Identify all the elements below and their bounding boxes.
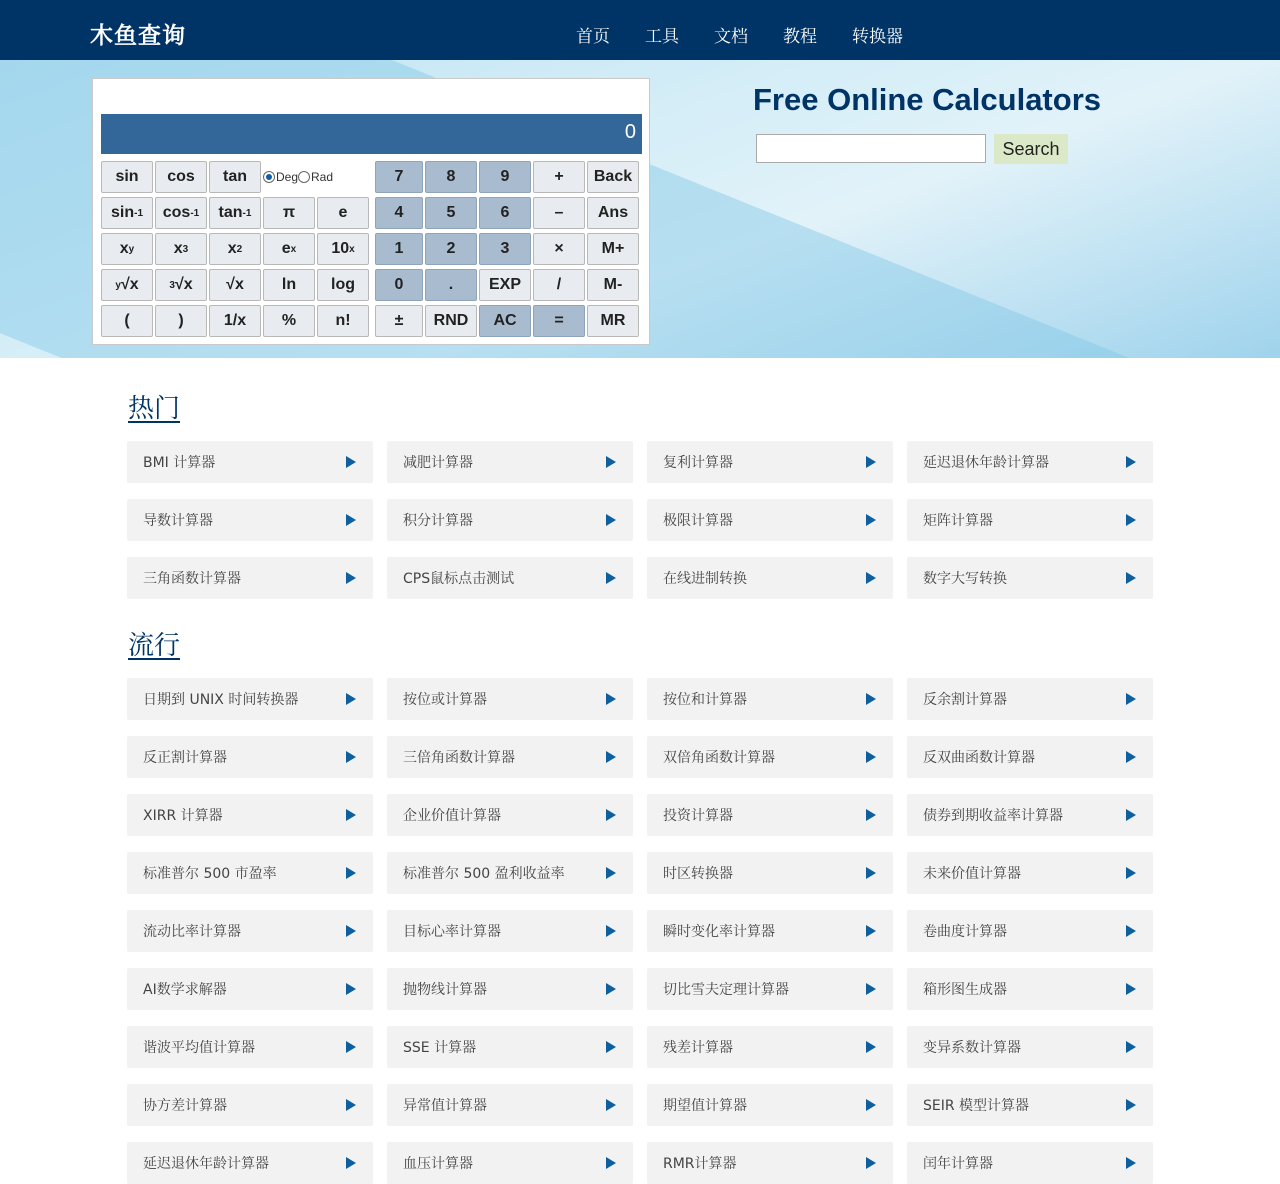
calculator-link-label: 延迟退休年龄计算器 xyxy=(923,455,1049,471)
calc-key[interactable]: / xyxy=(533,269,585,301)
calculator-link-item[interactable] xyxy=(387,557,633,599)
calculator-link-item[interactable] xyxy=(647,1026,893,1068)
calc-key[interactable]: tan -1 xyxy=(209,197,261,229)
play-arrow-icon xyxy=(346,983,356,995)
calc-key[interactable]: tan xyxy=(209,161,261,193)
calc-key[interactable]: sin -1 xyxy=(101,197,153,229)
calc-key[interactable]: M+ xyxy=(587,233,639,265)
calculator-link-item[interactable] xyxy=(907,794,1153,836)
calc-key[interactable]: n! xyxy=(317,305,369,337)
play-arrow-icon xyxy=(866,809,876,821)
calculator-link-label: 标准普尔 500 市盈率 xyxy=(143,866,277,882)
calculator-link-item[interactable] xyxy=(387,910,633,952)
calculator-link-item[interactable] xyxy=(907,441,1153,483)
calculator-link-label: 时区转换器 xyxy=(663,866,733,882)
nav-tools[interactable]: 工具 xyxy=(645,27,679,47)
play-arrow-icon xyxy=(1126,1157,1136,1169)
calculator-link-label: 残差计算器 xyxy=(663,1040,733,1056)
play-arrow-icon xyxy=(346,1041,356,1053)
calculator-link-item[interactable] xyxy=(907,678,1153,720)
calculator-link-label: 流动比率计算器 xyxy=(143,924,241,940)
calc-key[interactable]: e x xyxy=(263,233,315,265)
calculator-link-item[interactable] xyxy=(387,852,633,894)
site-logo[interactable]: 木鱼查询 xyxy=(90,23,186,49)
calculator-link-label: 债券到期收益率计算器 xyxy=(923,808,1063,824)
calc-key[interactable]: 4 xyxy=(375,197,423,229)
calc-key[interactable]: Ans xyxy=(587,197,639,229)
play-arrow-icon xyxy=(1126,1099,1136,1111)
calculator-link-item[interactable] xyxy=(387,1026,633,1068)
calculator-link-label: 血压计算器 xyxy=(403,1156,473,1172)
calculator-link-label: 投资计算器 xyxy=(663,808,733,824)
calculator-link-item[interactable] xyxy=(127,794,373,836)
calculator-link-item[interactable] xyxy=(127,678,373,720)
calculator-link-item[interactable] xyxy=(907,736,1153,778)
calculator-link-item[interactable] xyxy=(387,441,633,483)
play-arrow-icon xyxy=(866,514,876,526)
play-arrow-icon xyxy=(866,1041,876,1053)
calc-key[interactable]: x y xyxy=(101,233,153,265)
calculator-link-label: 反正割计算器 xyxy=(143,750,227,766)
nav-docs[interactable]: 文档 xyxy=(714,27,748,47)
calculator-link-item[interactable] xyxy=(647,441,893,483)
calculator-link-item[interactable] xyxy=(127,1084,373,1126)
calculator-link-item[interactable] xyxy=(647,794,893,836)
calculator-link-label: 积分计算器 xyxy=(403,513,473,529)
play-arrow-icon xyxy=(866,1157,876,1169)
calculator-link-label: 反双曲函数计算器 xyxy=(923,750,1035,766)
calculator-link-label: 企业价值计算器 xyxy=(403,808,501,824)
calculator-link-label: 极限计算器 xyxy=(663,513,733,529)
calc-key[interactable]: x 3 xyxy=(155,233,207,265)
calc-key[interactable]: ln xyxy=(263,269,315,301)
play-arrow-icon xyxy=(1126,572,1136,584)
play-arrow-icon xyxy=(866,693,876,705)
calc-key[interactable]: Back xyxy=(587,161,639,193)
section-title-popular[interactable]: 流行 xyxy=(128,631,181,661)
calculator-link-item[interactable] xyxy=(387,794,633,836)
play-arrow-icon xyxy=(1126,514,1136,526)
calculator-link-item[interactable] xyxy=(647,557,893,599)
calculator-link-label: 箱形图生成器 xyxy=(923,982,1007,998)
calc-key[interactable]: sin xyxy=(101,161,153,193)
scientific-calculator xyxy=(92,78,650,345)
rad-radio[interactable] xyxy=(298,171,310,183)
calc-key[interactable]: 0 xyxy=(375,269,423,301)
calculator-link-label: 减肥计算器 xyxy=(403,455,473,471)
calc-key[interactable]: AC xyxy=(479,305,531,337)
calc-key[interactable]: – xyxy=(533,197,585,229)
play-arrow-icon xyxy=(606,1041,616,1053)
hero-title: Free Online Calculators xyxy=(753,82,1101,117)
play-arrow-icon xyxy=(606,809,616,821)
play-arrow-icon xyxy=(606,1099,616,1111)
play-arrow-icon xyxy=(606,751,616,763)
play-arrow-icon xyxy=(346,751,356,763)
calculator-link-label: 数字大写转换 xyxy=(923,571,1007,587)
play-arrow-icon xyxy=(346,572,356,584)
calculator-link-item[interactable] xyxy=(907,1142,1153,1184)
play-arrow-icon xyxy=(606,1157,616,1169)
play-arrow-icon xyxy=(866,572,876,584)
play-arrow-icon xyxy=(606,867,616,879)
calculator-link-item[interactable] xyxy=(127,441,373,483)
calculator-link-item[interactable] xyxy=(127,499,373,541)
search-input[interactable] xyxy=(756,134,986,163)
calculator-link-label: 日期到 UNIX 时间转换器 xyxy=(143,692,299,708)
calc-key[interactable]: + xyxy=(533,161,585,193)
calc-key[interactable]: 8 xyxy=(425,161,477,193)
calc-key[interactable]: 1 xyxy=(375,233,423,265)
play-arrow-icon xyxy=(346,514,356,526)
calculator-link-item[interactable] xyxy=(647,736,893,778)
calc-key[interactable]: 10 x xyxy=(317,233,369,265)
calculator-link-item[interactable] xyxy=(127,557,373,599)
calculator-link-item[interactable] xyxy=(647,968,893,1010)
calculator-link-label: 三角函数计算器 xyxy=(143,571,241,587)
calculator-link-label: 切比雪夫定理计算器 xyxy=(663,982,789,998)
calculator-link-item[interactable] xyxy=(387,499,633,541)
calc-key[interactable]: ( xyxy=(101,305,153,337)
hot-calculators-grid xyxy=(127,441,1153,599)
calculator-link-item[interactable] xyxy=(647,1142,893,1184)
calc-key[interactable]: √x xyxy=(209,269,261,301)
calc-key[interactable]: e xyxy=(317,197,369,229)
section-title-hot[interactable]: 热门 xyxy=(128,394,181,424)
calculator-link-label: 抛物线计算器 xyxy=(403,982,487,998)
calculator-display: 0 xyxy=(101,114,642,154)
nav-converters[interactable]: 转换器 xyxy=(852,27,903,47)
calculator-link-label: 卷曲度计算器 xyxy=(923,924,1007,940)
play-arrow-icon xyxy=(606,693,616,705)
calculator-link-item[interactable] xyxy=(907,852,1153,894)
play-arrow-icon xyxy=(346,925,356,937)
calculator-link-item[interactable] xyxy=(647,852,893,894)
calculator-link-item[interactable] xyxy=(907,499,1153,541)
play-arrow-icon xyxy=(1126,751,1136,763)
calculator-link-item[interactable] xyxy=(127,910,373,952)
calc-key[interactable]: 6 xyxy=(479,197,531,229)
calc-key[interactable]: % xyxy=(263,305,315,337)
calc-key[interactable]: 2 xyxy=(425,233,477,265)
calculator-link-item[interactable] xyxy=(647,678,893,720)
calc-key[interactable]: 3 √x xyxy=(155,269,207,301)
calculator-link-label: 延迟退休年龄计算器 xyxy=(143,1156,269,1172)
play-arrow-icon xyxy=(346,1099,356,1111)
calculator-link-label: 瞬时变化率计算器 xyxy=(663,924,775,940)
play-arrow-icon xyxy=(866,456,876,468)
play-arrow-icon xyxy=(1126,456,1136,468)
play-arrow-icon xyxy=(346,456,356,468)
calculator-link-item[interactable] xyxy=(127,736,373,778)
play-arrow-icon xyxy=(346,693,356,705)
calculator-link-label: 未来价值计算器 xyxy=(923,866,1021,882)
calculator-link-item[interactable] xyxy=(907,910,1153,952)
play-arrow-icon xyxy=(866,925,876,937)
calculator-link-label: 按位和计算器 xyxy=(663,692,747,708)
calculator-link-item[interactable] xyxy=(127,1142,373,1184)
calculator-link-label: 闰年计算器 xyxy=(923,1156,993,1172)
main-nav xyxy=(576,22,903,47)
calculator-link-label: 协方差计算器 xyxy=(143,1098,227,1114)
deg-label: Deg xyxy=(276,170,299,184)
play-arrow-icon xyxy=(606,925,616,937)
play-arrow-icon xyxy=(606,514,616,526)
calculator-link-label: SEIR 模型计算器 xyxy=(923,1098,1030,1114)
calculator-link-label: 在线进制转换 xyxy=(663,571,747,587)
calc-key[interactable]: . xyxy=(425,269,477,301)
calculator-link-item[interactable] xyxy=(647,499,893,541)
calculator-link-label: 按位或计算器 xyxy=(403,692,487,708)
rad-label: Rad xyxy=(311,170,334,184)
play-arrow-icon xyxy=(606,572,616,584)
play-arrow-icon xyxy=(346,867,356,879)
calculator-keypad xyxy=(101,161,639,337)
calc-key[interactable]: RND xyxy=(425,305,477,337)
calculator-link-label: 导数计算器 xyxy=(143,513,213,529)
calc-key[interactable]: 3 xyxy=(479,233,531,265)
calculator-link-item[interactable] xyxy=(907,968,1153,1010)
calculator-link-label: SSE 计算器 xyxy=(403,1040,477,1056)
play-arrow-icon xyxy=(1126,867,1136,879)
calculator-link-label: RMR计算器 xyxy=(663,1156,737,1172)
calc-key[interactable]: 1/x xyxy=(209,305,261,337)
play-arrow-icon xyxy=(1126,925,1136,937)
play-arrow-icon xyxy=(866,983,876,995)
calc-key[interactable]: log xyxy=(317,269,369,301)
calculator-link-label: XIRR 计算器 xyxy=(143,808,223,824)
play-arrow-icon xyxy=(866,751,876,763)
calculator-link-label: 矩阵计算器 xyxy=(923,513,993,529)
calc-key[interactable]: = xyxy=(533,305,585,337)
calc-key[interactable]: ) xyxy=(155,305,207,337)
play-arrow-icon xyxy=(866,867,876,879)
calc-key[interactable]: M- xyxy=(587,269,639,301)
play-arrow-icon xyxy=(606,456,616,468)
top-navbar xyxy=(0,0,1280,60)
calculator-link-item[interactable] xyxy=(647,1084,893,1126)
calc-key[interactable]: EXP xyxy=(479,269,531,301)
calculator-link-label: 反余割计算器 xyxy=(923,692,1007,708)
search-button[interactable]: Search xyxy=(994,134,1068,164)
play-arrow-icon xyxy=(1126,1041,1136,1053)
calculator-link-item[interactable] xyxy=(387,736,633,778)
calculator-link-label: 三倍角函数计算器 xyxy=(403,750,515,766)
calculator-link-item[interactable] xyxy=(387,1084,633,1126)
calculator-link-label: 谐波平均值计算器 xyxy=(143,1040,255,1056)
calc-key[interactable]: MR xyxy=(587,305,639,337)
calculator-link-label: 目标心率计算器 xyxy=(403,924,501,940)
play-arrow-icon xyxy=(866,1099,876,1111)
nav-tutorials[interactable]: 教程 xyxy=(783,27,817,47)
calc-key[interactable]: 7 xyxy=(375,161,423,193)
calculator-link-label: 双倍角函数计算器 xyxy=(663,750,775,766)
play-arrow-icon xyxy=(1126,983,1136,995)
play-arrow-icon xyxy=(606,983,616,995)
play-arrow-icon xyxy=(346,809,356,821)
calc-key[interactable]: 5 xyxy=(425,197,477,229)
calc-key[interactable]: ± xyxy=(375,305,423,337)
calculator-link-item[interactable] xyxy=(127,968,373,1010)
calculator-link-item[interactable] xyxy=(907,1026,1153,1068)
calculator-link-label: 异常值计算器 xyxy=(403,1098,487,1114)
calculator-link-label: BMI 计算器 xyxy=(143,455,216,471)
calculator-link-item[interactable] xyxy=(387,1142,633,1184)
nav-home[interactable]: 首页 xyxy=(576,27,610,47)
calculator-link-item[interactable] xyxy=(907,1084,1153,1126)
calculator-link-label: 复利计算器 xyxy=(663,455,733,471)
calc-key[interactable]: π xyxy=(263,197,315,229)
calculator-link-item[interactable] xyxy=(387,968,633,1010)
calculator-link-label: 期望值计算器 xyxy=(663,1098,747,1114)
calculator-link-label: 标准普尔 500 盈利收益率 xyxy=(403,866,565,882)
calc-key[interactable]: x 2 xyxy=(209,233,261,265)
calculator-link-item[interactable] xyxy=(387,678,633,720)
calc-key[interactable]: × xyxy=(533,233,585,265)
angle-mode-toggle[interactable] xyxy=(263,161,369,193)
calc-key[interactable]: 9 xyxy=(479,161,531,193)
deg-radio[interactable] xyxy=(263,171,275,183)
calculator-link-label: 变异系数计算器 xyxy=(923,1040,1021,1056)
play-arrow-icon xyxy=(346,1157,356,1169)
play-arrow-icon xyxy=(1126,693,1136,705)
play-arrow-icon xyxy=(1126,809,1136,821)
calc-key[interactable]: y √x xyxy=(101,269,153,301)
popular-calculators-grid xyxy=(127,678,1153,1184)
calculator-link-item[interactable] xyxy=(647,910,893,952)
calculator-link-item[interactable] xyxy=(907,557,1153,599)
calculator-link-item[interactable] xyxy=(127,852,373,894)
hero-banner xyxy=(0,60,1280,358)
calc-key[interactable]: cos xyxy=(155,161,207,193)
calculator-link-label: AI数学求解器 xyxy=(143,982,227,998)
calc-key[interactable]: cos -1 xyxy=(155,197,207,229)
calculator-link-label: CPS鼠标点击测试 xyxy=(403,571,515,587)
calculator-link-item[interactable] xyxy=(127,1026,373,1068)
